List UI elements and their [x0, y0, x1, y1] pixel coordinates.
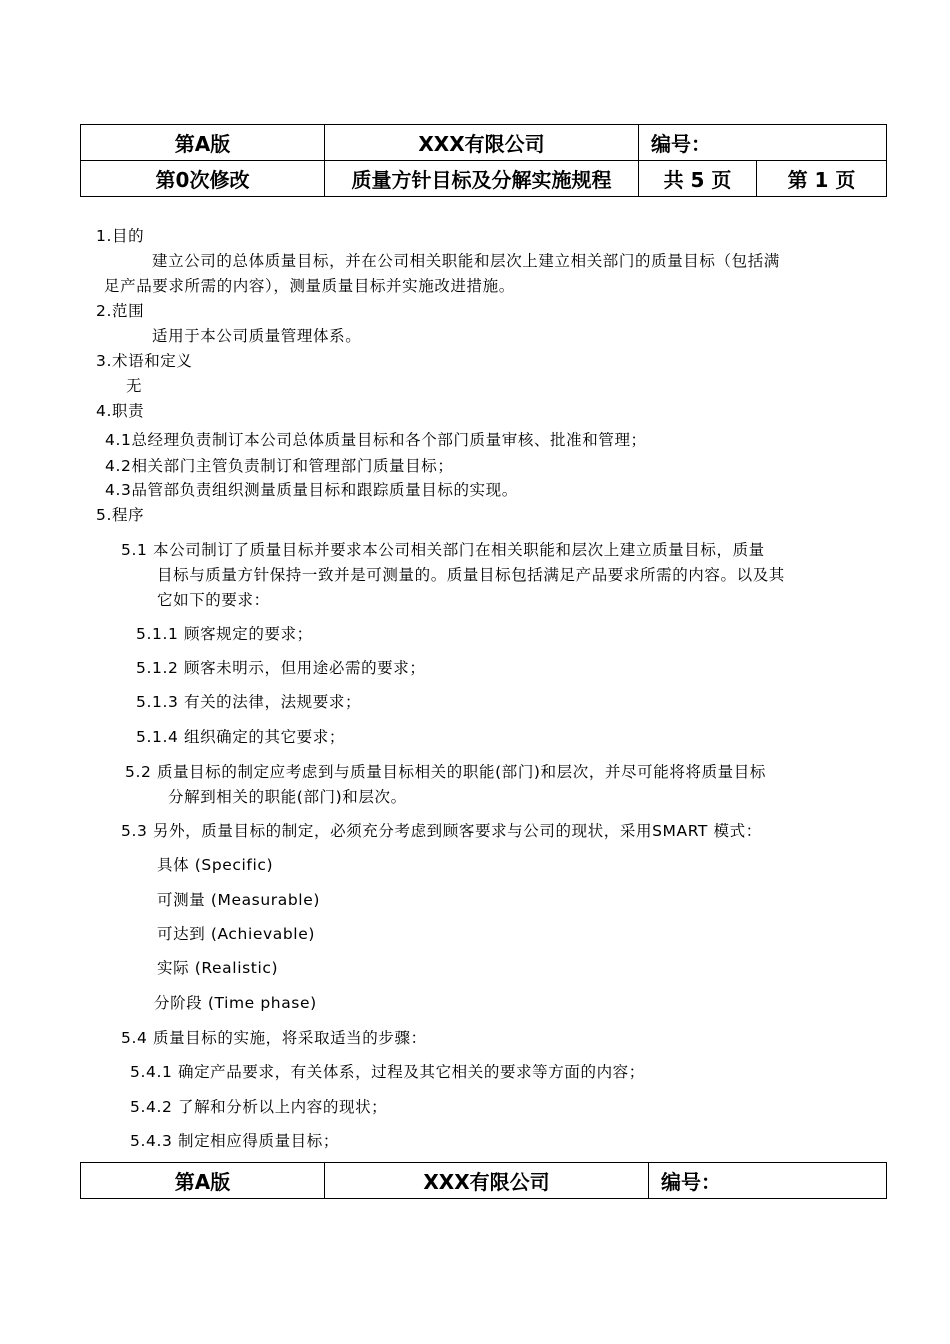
section-1-title: 1.目的: [96, 227, 145, 245]
section-5-2: 5.2 质量目标的制定应考虑到与质量目标相关的职能(部门)和层次，并尽可能将将质量目标: [125, 763, 766, 781]
smart-measurable: 可测量 (Measurable): [157, 891, 320, 909]
smart-achievable: 可达到 (Achievable): [157, 925, 315, 943]
section-5-4: 5.4 质量目标的实施，将采取适当的步骤：: [121, 1029, 427, 1047]
section-4-2: 4.2相关部门主管负责制订和管理部门质量目标；: [105, 457, 454, 475]
company-cell: XXX有限公司: [325, 1163, 649, 1199]
section-5-4-1: 5.4.1 确定产品要求，有关体系，过程及其它相关的要求等方面的内容；: [130, 1063, 645, 1081]
section-5-1-1: 5.1.1 顾客规定的要求；: [136, 625, 313, 643]
section-3-text: 无: [126, 377, 143, 395]
page-number-cell: 第 1 页: [757, 161, 887, 197]
smart-time-phase: 分阶段 (Time phase): [154, 994, 317, 1012]
section-5-1-4: 5.1.4 组织确定的其它要求；: [136, 728, 345, 746]
section-4-3: 4.3品管部负责组织测量质量目标和跟踪质量目标的实现。: [105, 481, 518, 499]
section-5-title: 5.程序: [96, 506, 145, 524]
smart-specific: 具体 (Specific): [157, 856, 274, 874]
total-pages-cell: 共 5 页: [639, 161, 757, 197]
edition-cell: 第A版: [81, 125, 325, 161]
company-cell: XXX有限公司: [325, 125, 639, 161]
section-5-1-3: 5.1.3 有关的法律，法规要求；: [136, 693, 362, 711]
document-header-table: [80, 124, 887, 197]
section-4-1: 4.1总经理负责制订本公司总体质量目标和各个部门质量审核、批准和管理；: [105, 431, 647, 449]
section-5-3: 5.3 另外，质量目标的制定，必须充分考虑到顾客要求与公司的现状，采用SMART 模式：: [121, 822, 762, 840]
section-5-2-cont: 分解到相关的职能(部门)和层次。: [168, 788, 407, 806]
section-1-text: 建立公司的总体质量目标，并在公司相关职能和层次上建立相关部门的质量目标（包括满: [152, 252, 780, 270]
section-5-4-3: 5.4.3 制定相应得质量目标；: [130, 1132, 339, 1150]
document-title-cell: 质量方针目标及分解实施规程: [325, 161, 639, 197]
revision-cell: 第0次修改: [81, 161, 325, 197]
section-1-text-cont: 足产品要求所需的内容），测量质量目标并实施改进措施。: [104, 277, 515, 295]
section-3-title: 3.术语和定义: [96, 352, 193, 370]
document-number-cell: 编号：: [639, 125, 887, 161]
edition-cell: 第A版: [81, 1163, 325, 1199]
section-2-title: 2.范围: [96, 302, 145, 320]
section-5-4-2: 5.4.2 了解和分析以上内容的现状；: [130, 1098, 388, 1116]
section-5-1-2: 5.1.2 顾客未明示，但用途必需的要求；: [136, 659, 426, 677]
section-5-1: 5.1 本公司制订了质量目标并要求本公司相关部门在相关职能和层次上建立质量目标，质量: [121, 541, 765, 559]
section-5-1-cont-2: 它如下的要求：: [157, 591, 270, 609]
smart-realistic: 实际 (Realistic): [157, 959, 279, 977]
section-4-title: 4.职责: [96, 402, 145, 420]
next-page-header-table: [80, 1162, 887, 1199]
document-number-cell: 编号：: [649, 1163, 887, 1199]
section-2-text: 适用于本公司质量管理体系。: [152, 327, 362, 345]
section-5-1-cont: 目标与质量方针保持一致并是可测量的。质量目标包括满足产品要求所需的内容。以及其: [157, 566, 785, 584]
